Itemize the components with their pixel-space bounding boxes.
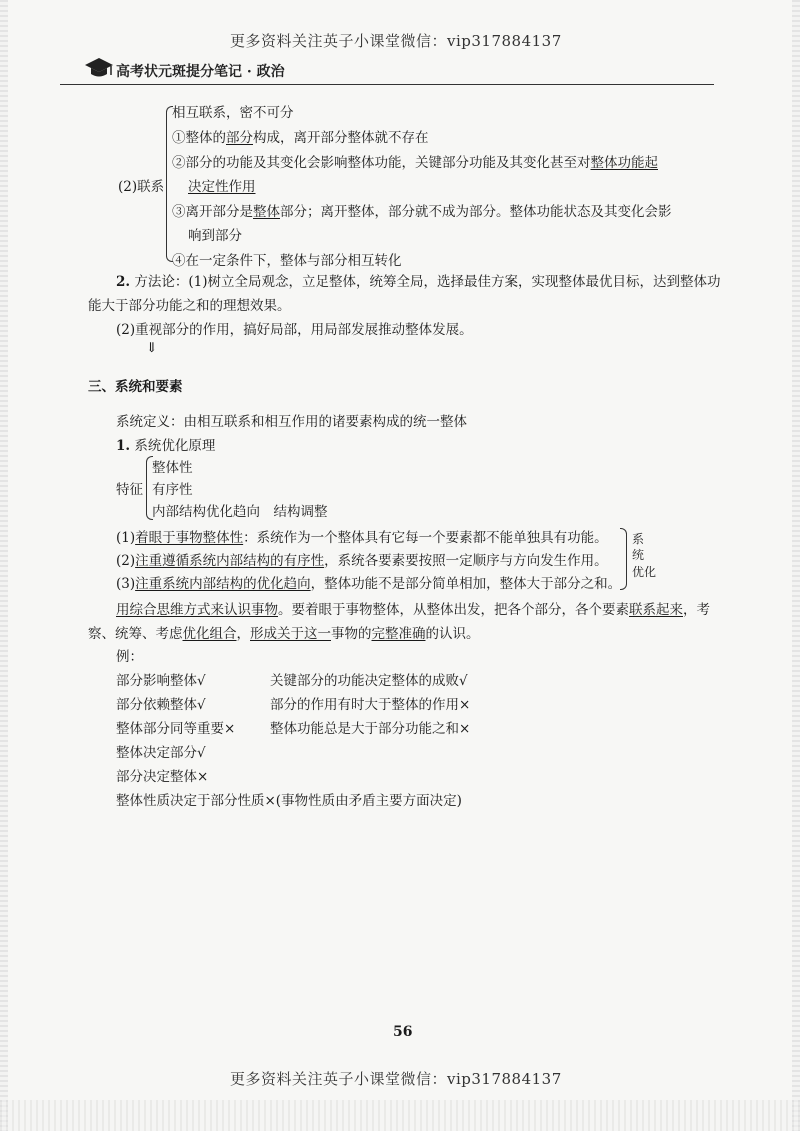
scan-edge-left bbox=[0, 0, 8, 1131]
opt-label-tong: 统 bbox=[632, 548, 645, 562]
example-right-1: 部分的作用有时大于整体的作用× bbox=[270, 697, 471, 713]
opt-item-1: (1)着眼于事物整体性：系统作为一个整体具有它每一个要素都不能单独具有功能。 bbox=[116, 530, 608, 546]
lianxi-item-6: ④在一定条件下，整体与部分相互转化 bbox=[172, 253, 402, 269]
example-label: 例： bbox=[116, 649, 143, 665]
example-left-4: 部分决定整体× bbox=[116, 769, 209, 785]
method-line-3: (2)重视部分的作用，搞好局部，用局部发展推动整体发展。 bbox=[116, 322, 473, 338]
features-label: 特征 bbox=[116, 482, 143, 498]
para-line-2: 察、统筹、考虑优化组合，形成关于这一事物的完整准确的认识。 bbox=[88, 626, 480, 642]
method-line-1: 2. 方法论：(1)树立全局观念，立足整体，统筹全局，选择最佳方案，实现整体最优目标，达到整体功 bbox=[116, 274, 721, 290]
feature-item-0: 整体性 bbox=[152, 460, 193, 476]
example-left-3: 整体决定部分√ bbox=[116, 745, 206, 761]
lianxi-label: (2)联系 bbox=[118, 179, 165, 195]
lianxi-item-3: 决定性作用 bbox=[188, 179, 256, 195]
scan-edge-right bbox=[792, 0, 800, 1131]
system-optimization-principle: 1. 系统优化原理 bbox=[116, 438, 216, 454]
page-number: 56 bbox=[393, 1024, 413, 1040]
opt-item-2: (2)注重遵循系统内部结构的有序性，系统各要素要按照一定顺序与方向发生作用。 bbox=[116, 553, 608, 569]
example-left-1: 部分依赖整体√ bbox=[116, 697, 206, 713]
lianxi-brace bbox=[166, 106, 173, 262]
opt-item-3: (3)注重系统内部结构的优化趋向，整体功能不是部分简单相加，整体大于部分之和。 bbox=[116, 576, 622, 592]
example-right-2: 整体功能总是大于部分功能之和× bbox=[270, 721, 471, 737]
lianxi-item-5: 响到部分 bbox=[188, 228, 242, 244]
section3-title: 三、系统和要素 bbox=[88, 379, 183, 395]
example-left-0: 部分影响整体√ bbox=[116, 673, 206, 689]
feature-item-1: 有序性 bbox=[152, 482, 193, 498]
example-left-5: 整体性质决定于部分性质×(事物性质由矛盾主要方面决定) bbox=[116, 793, 462, 809]
opt-label-xi: 系 bbox=[632, 532, 645, 546]
feature-item-2: 内部结构优化趋向 结构调整 bbox=[152, 504, 328, 520]
lianxi-item-0: 相互联系，密不可分 bbox=[172, 105, 294, 121]
opt-brace bbox=[620, 528, 627, 590]
system-definition: 系统定义：由相互联系和相互作用的诸要素构成的统一整体 bbox=[116, 414, 467, 430]
header-rule bbox=[60, 84, 714, 85]
example-right-0: 关键部分的功能决定整体的成败√ bbox=[270, 673, 468, 689]
para-line-1: 用综合思维方式来认识事物。要着眼于事物整体，从整体出发，把各个部分，各个要素联系起来，考 bbox=[116, 602, 710, 618]
header-title: 高考状元斑提分笔记 · 政治 bbox=[116, 64, 285, 80]
scan-noise-bottom bbox=[0, 1100, 800, 1131]
example-left-2: 整体部分同等重要× bbox=[116, 721, 236, 737]
watermark-bottom: 更多资料关注英子小课堂微信：vip317884137 bbox=[230, 1070, 562, 1088]
lianxi-item-2: ②部分的功能及其变化会影响整体功能，关键部分功能及其变化甚至对整体功能起 bbox=[172, 155, 658, 171]
mortarboard-icon bbox=[84, 56, 114, 84]
lianxi-item-1: ①整体的部分构成，离开部分整体就不存在 bbox=[172, 130, 429, 146]
lianxi-item-4: ③离开部分是整体部分；离开整体，部分就不成为部分。整体功能状态及其变化会影 bbox=[172, 204, 672, 220]
watermark-top: 更多资料关注英子小课堂微信：vip317884137 bbox=[230, 32, 562, 50]
down-arrow-icon: ⇓ bbox=[146, 340, 158, 356]
opt-label-youhua: 优化 bbox=[632, 565, 657, 579]
method-line-2: 能大于部分功能之和的理想效果。 bbox=[88, 298, 291, 314]
